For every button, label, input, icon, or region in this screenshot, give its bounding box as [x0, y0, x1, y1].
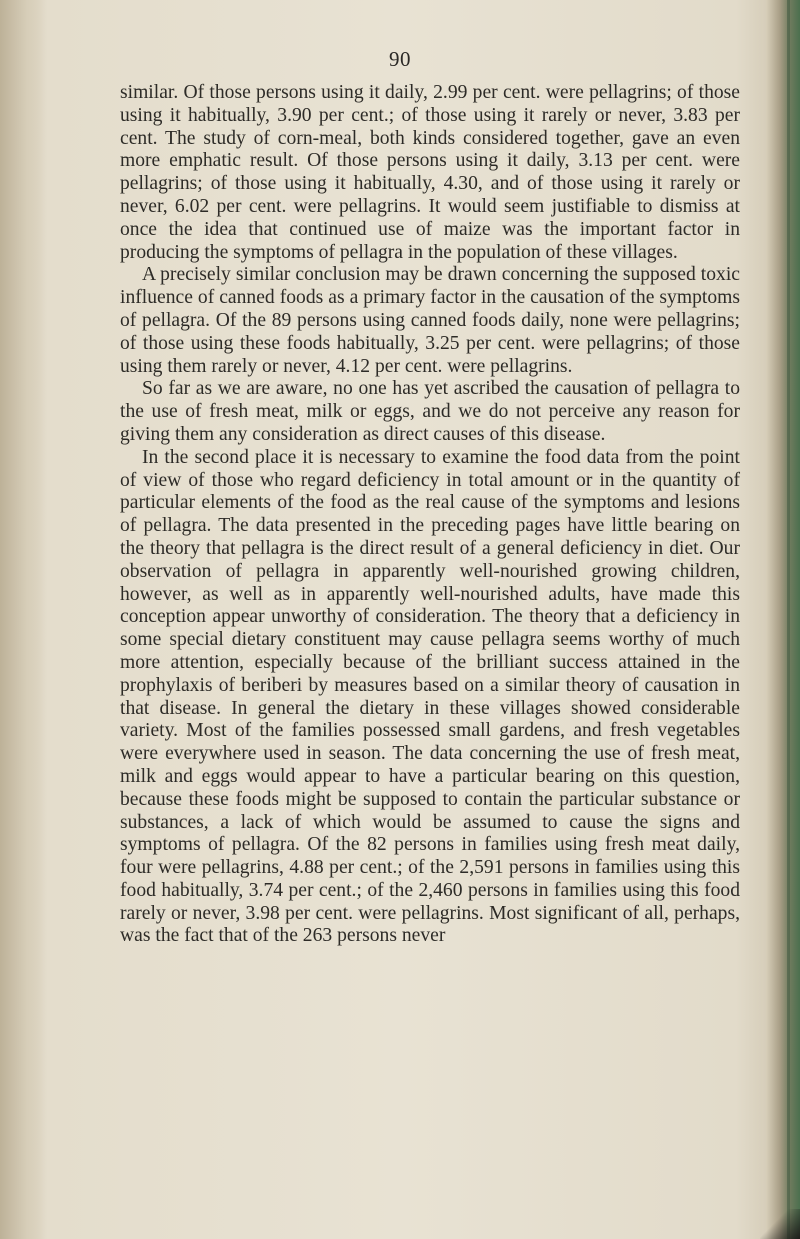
binding-line [787, 0, 790, 1239]
paragraph-continuation: similar. Of those persons using it daily, 2.99 per cent. were pellagrins; of those using it habitually, 3.90 per cent.; of those using it rarely or never, 3.83 per cent. The study of corn-meal, both kinds considered together, gave an even more emphatic result. Of those persons using it daily, 3.13 per cent. were pellagrins; of those using it habitually, 4.30, and of those using it rarely or never, 6.02 per cent. were pellagrins. It would seem justifiable to dismiss at once the idea that continued use of maize was the important factor in producing the symptoms of pellagra in the population of these villages. [120, 82, 740, 263]
page-gutter-shadow [0, 0, 46, 1239]
page-corner-shadow [760, 1209, 800, 1239]
paragraph-fresh-meat: So far as we are aware, no one has yet ascribed the causation of pellagra to the use of fresh meat, milk or eggs, and we do not perceive any reason for giving them any consideration as direct causes of this disease. [120, 378, 740, 445]
page-number: 90 [389, 47, 411, 71]
body-text [120, 82, 740, 948]
paragraph-deficiency-theory: In the second place it is necessary to examine the food data from the point of view of those who regard deficiency in total amount or in the quantity of particular elements of the food as the real cause of the symptoms and lesions of pellagra. The data presented in the preceding pages have little bearing on the theory that pellagra is the direct result of a general deficiency in diet. Our observation of pellagra in apparently well-nourished growing children, however, as well as in apparently well-nourished adults, have made this conception appear unworthy of consideration. The theory that a deficiency in some special dietary constituent may cause pellagra seems worthy of much more attention, especially because of the brilliant success attained in the prophylaxis of beriberi by measures based on a similar theory of causation in that disease. In general the dietary in these villages showed considerable variety. Most of the families possessed small gardens, and fresh vegetables were everywhere used in season. The data concerning the use of fresh meat, milk and eggs would appear to have a particular bearing on this question, because these foods might be supposed to contain the particular substance or substances, a lack of which would be assumed to cause the signs and symptoms of pellagra. Of the 82 persons in families using fresh meat daily, four were pellagrins, 4.88 per cent.; of the 2,591 persons in families using this food habitually, 3.74 per cent.; of the 2,460 persons in families using this food rarely or never, 3.98 per cent. were pellagrins. Most significant of all, perhaps, was the fact that of the 263 persons never [120, 446, 740, 947]
paragraph-canned-foods: A precisely similar conclusion may be drawn concerning the supposed toxic influence of canned foods as a primary factor in the causation of the symptoms of pellagra. Of the 89 persons using canned foods daily, none were pellagrins; of those using these foods habitually, 3.25 per cent. were pellagrins; of those using them rarely or never, 4.12 per cent. were pellagrins. [120, 264, 740, 377]
book-binding-edge [766, 0, 800, 1239]
